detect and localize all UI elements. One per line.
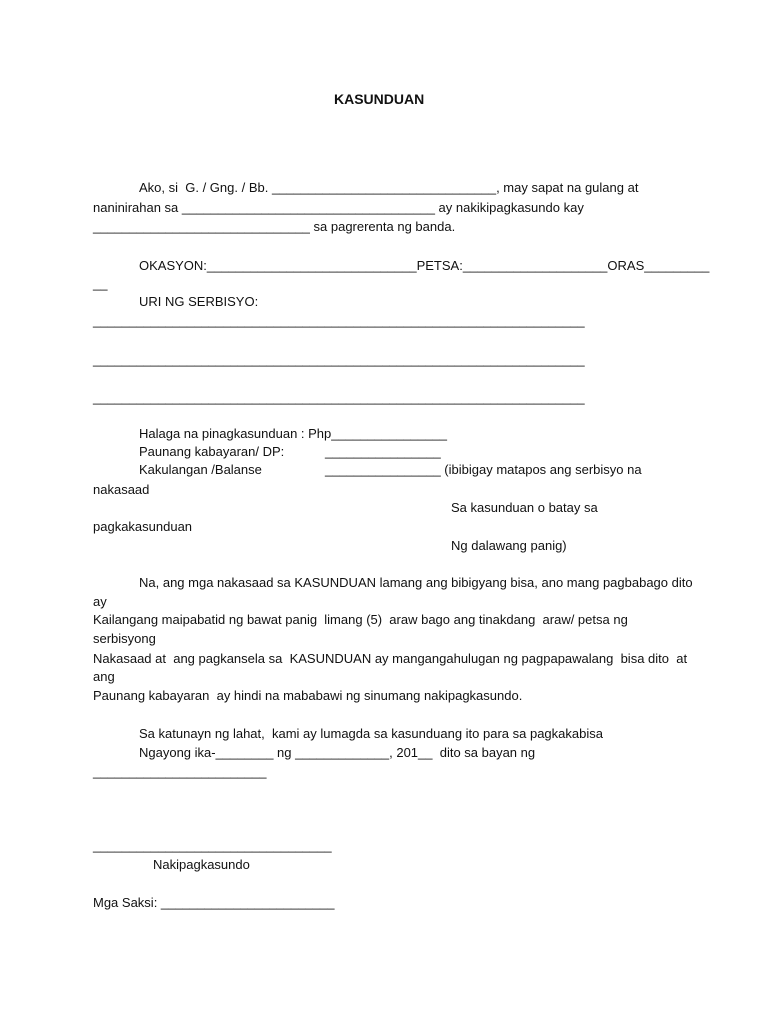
witness-line: Mga Saksi: ________________________ [93, 895, 335, 910]
balance-label: Kakulangan /Balanse [139, 462, 262, 477]
service-blank-1: ____________________________________________________________________ [93, 313, 585, 328]
terms-line-3: Kailangang maipabatid ng bawat panig limang (5) araw bago ang tinakdang araw/ petsa ng [93, 612, 628, 627]
event-line: OKASYON:_____________________________PETSA:____________________ORAS_________ [139, 258, 710, 273]
amount-line: Halaga na pinagkasunduan : Php________________ [139, 426, 447, 441]
closing-line-2: Ngayong ika-________ ng _____________, 201__ dito sa bayan ng [139, 745, 536, 760]
closing-line-3: ________________________ [93, 764, 267, 779]
terms-line-7: Paunang kabayaran ay hindi na mababawi ng sinumang nakipagkasundo. [93, 688, 523, 703]
event-line-wrap: __ [93, 276, 108, 291]
payment-note-1: Sa kasunduan o batay sa [451, 500, 598, 515]
terms-line-5: Nakasaad at ang pagkansela sa KASUNDUAN ay mangangahulugan ng pagpapawalang bisa dito at [93, 651, 688, 666]
intro-line-1: Ako, si G. / Gng. / Bb. _______________________________, may sapat na gulang at [139, 180, 639, 195]
service-blank-3: ____________________________________________________________________ [93, 390, 585, 405]
closing-line-1: Sa katunayn ng lahat, kami ay lumagda sa kasunduang ito para sa pagkakabisa [139, 726, 603, 741]
terms-line-6: ang [93, 669, 115, 684]
terms-line-1: Na, ang mga nakasaad sa KASUNDUAN lamang ang bibigyang bisa, ano mang pagbabago dito [139, 575, 693, 590]
downpayment-label: Paunang kabayaran/ DP: [139, 444, 285, 459]
downpayment-blank: ________________ [325, 444, 441, 459]
balance-blank: ________________ (ibibigay matapos ang serbisyo na [325, 462, 642, 477]
balance-wrap: nakasaad [93, 482, 150, 497]
service-label: URI NG SERBISYO: [139, 294, 259, 309]
payment-note-2: Ng dalawang panig) [451, 538, 567, 553]
payment-note-1-wrap: pagkakasunduan [93, 519, 193, 534]
intro-line-3: ______________________________ sa pagrerenta ng banda. [93, 219, 456, 234]
service-blank-2: ____________________________________________________________________ [93, 352, 585, 367]
document-title: KASUNDUAN [334, 91, 425, 107]
signature-label: Nakipagkasundo [153, 857, 250, 872]
intro-line-2: naninirahan sa ___________________________________ ay nakikipagkasundo kay [93, 200, 584, 215]
signature-line: _________________________________ [93, 838, 332, 853]
terms-line-2: ay [93, 594, 107, 609]
terms-line-4: serbisyong [93, 631, 156, 646]
